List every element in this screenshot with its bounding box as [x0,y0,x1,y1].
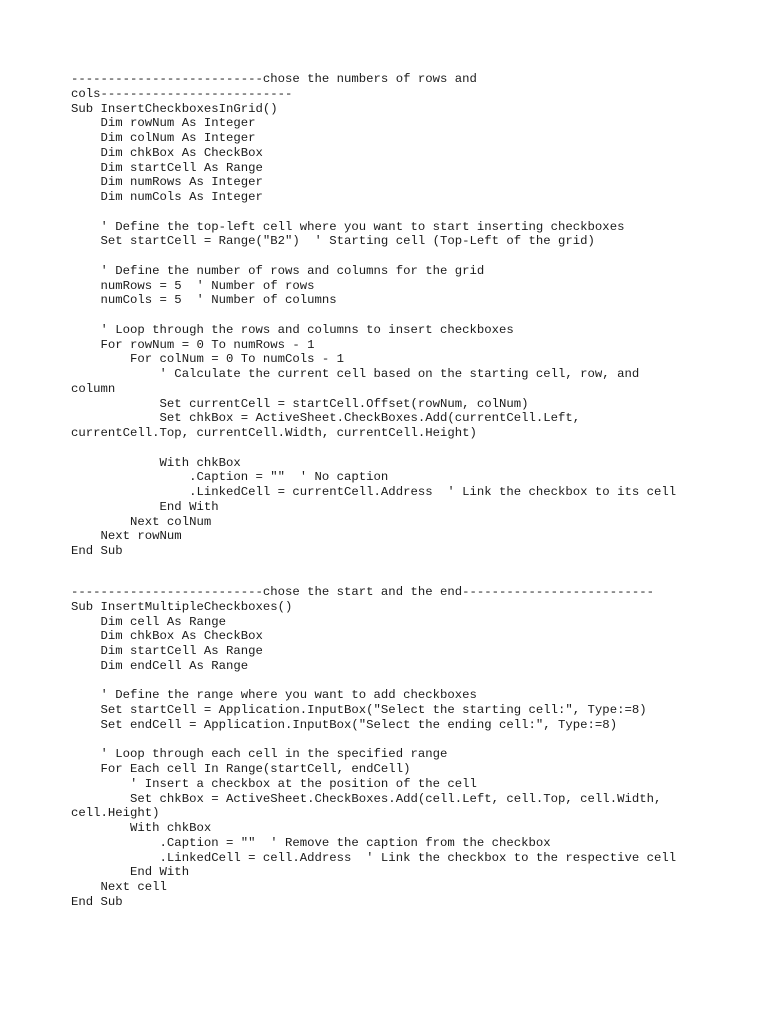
code-line: Dim numRows As Integer [71,175,263,190]
code-line: Set startCell = Application.InputBox("Select the starting cell:", Type:=8) [71,703,647,717]
code-line: --------------------------chose the numbers of rows and [71,72,477,86]
code-line: Dim chkBox As CheckBox [71,145,263,160]
code-line: Next rowNum [71,529,182,544]
code-line [71,674,751,689]
code-line: With chkBox [71,455,241,470]
code-line: End With [71,499,219,514]
code-line: ' Define the top-left cell where you want to start inserting checkboxes [71,219,625,234]
code-line: Set chkBox = ActiveSheet.CheckBoxes.Add(currentCell.Left, [71,411,581,426]
code-block-insert-multiple-checkboxes [71,585,751,910]
code-line: numCols = 5 ' Number of columns [71,293,337,308]
code-line: column [71,381,116,396]
code-line: ' Calculate the current cell based on the starting cell, row, and [71,367,640,381]
code-line: Set startCell = Range("B2") ' Starting cell (Top-Left of the grid) [71,234,595,249]
code-line: .Caption = "" ' Remove the caption from the checkbox [71,835,551,850]
code-line: End With [71,865,190,880]
code-line [71,441,751,456]
code-line [71,733,751,748]
code-line: For rowNum = 0 To numRows - 1 [71,337,315,352]
code-line: ' Loop through each cell in the specified range [71,747,448,762]
code-line [71,205,751,220]
code-line: ' Define the range where you want to add checkboxes [71,688,477,703]
code-line: Dim startCell As Range [71,160,263,175]
code-line: currentCell.Top, currentCell.Width, currentCell.Height) [71,426,477,440]
code-line: Dim cell As Range [71,614,226,629]
code-line: End Sub [71,894,123,909]
code-line: Set currentCell = startCell.Offset(rowNum, colNum) [71,396,529,411]
code-line: For colNum = 0 To numCols - 1 [71,352,345,367]
code-line: ' Loop through the rows and columns to insert checkboxes [71,322,514,337]
code-line [71,249,751,264]
code-line: Sub InsertMultipleCheckboxes() [71,599,293,614]
code-line: .Caption = "" ' No caption [71,470,389,485]
code-line: Dim numCols As Integer [71,190,263,204]
code-line: numRows = 5 ' Number of rows [71,278,315,293]
code-line: Dim colNum As Integer [71,131,256,145]
code-line: ' Define the number of rows and columns for the grid [71,263,485,278]
code-line: For Each cell In Range(startCell, endCell) [71,762,411,776]
code-line [71,308,751,323]
code-line: Dim chkBox As CheckBox [71,629,263,644]
code-block-insert-checkboxes-in-grid [71,72,751,559]
code-line: Dim rowNum As Integer [71,116,256,131]
code-line: .LinkedCell = cell.Address ' Link the checkbox to the respective cell [71,850,677,865]
code-line: cols-------------------------- [71,86,293,101]
code-line: Next cell [71,880,167,894]
code-line: Dim endCell As Range [71,658,249,673]
code-line: --------------------------chose the start and the end-------------------------- [71,585,654,599]
code-line: cell.Height) [71,806,160,821]
code-line: Set endCell = Application.InputBox("Select the ending cell:", Type:=8) [71,717,618,732]
code-line: Next colNum [71,514,212,529]
code-line: .LinkedCell = currentCell.Address ' Link the checkbox to its cell [71,485,677,499]
code-line: With chkBox [71,821,212,835]
code-line: Sub InsertCheckboxesInGrid() [71,101,278,116]
code-line: Set chkBox = ActiveSheet.CheckBoxes.Add(cell.Left, cell.Top, cell.Width, [71,791,662,806]
code-line: End Sub [71,544,123,558]
code-line: ' Insert a checkbox at the position of the cell [71,776,477,791]
code-line: Dim startCell As Range [71,644,263,658]
